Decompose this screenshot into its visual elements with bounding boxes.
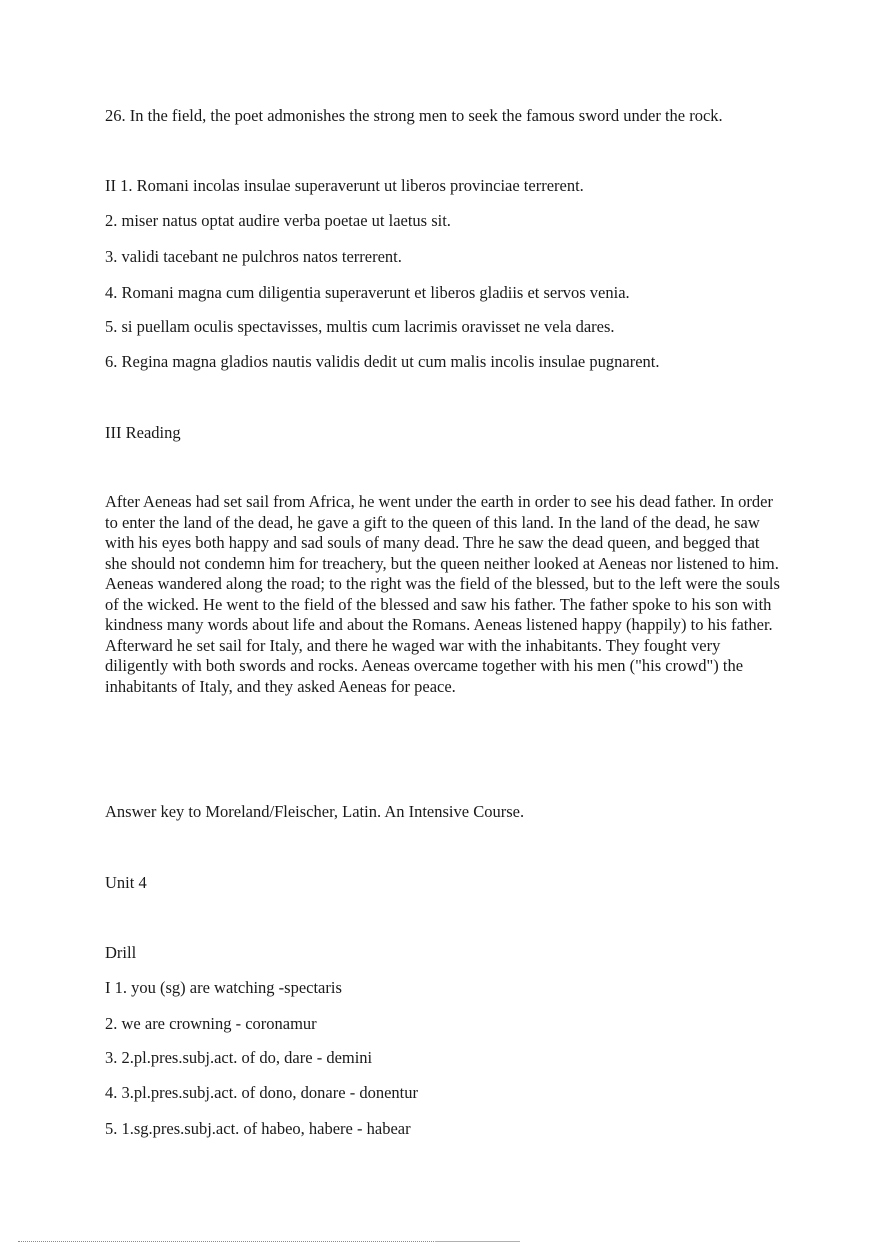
reading-paragraph: After Aeneas had set sail from Africa, he went under the earth in order to see his dead father. In order to enter the land of the dead, he gave a gift to the queen of this land. In the land of the dead, he saw with his eyes both happy and sad souls of many dead. Thre he saw the dead queen, and begged that she should not condemn him for treachery, but the queen neither looked at Aeneas nor listened to him. Aeneas wandered along the road; to the right was the field of the blessed, but to the left were the souls of the wicked. He went to the field of the blessed and saw his father. The father spoke to his son with kindness many words about life and about the Romans. Aeneas listened happy (happily) to his father. Afterward he set sail for Italy, and there he waged war with the inhabitants. They fought very diligently with both swords and rocks. Aeneas overcame together with his men ("his crowd") the inhabitants of Italy, and they asked Aeneas for peace. [105, 492, 780, 696]
reading-heading: III Reading [105, 423, 181, 442]
exercise-ii-item-4: 4. Romani magna cum diligentia superaverunt et liberos gladiis et servos venia. [105, 283, 630, 302]
drill-heading: Drill [105, 943, 137, 962]
exercise-ii-item-6: 6. Regina magna gladios nautis validis dedit ut cum malis incolis insulae pugnarent. [105, 352, 660, 371]
answer-key-title: Answer key to Moreland/Fleischer, Latin. An Intensive Course. [105, 802, 525, 821]
exercise-ii-item-3: 3. validi tacebant ne pulchros natos terrerent. [105, 247, 402, 266]
drill-item-1: I 1. you (sg) are watching -spectaris [105, 978, 342, 997]
exercise-ii-item-1: II 1. Romani incolas insulae superaverunt ut liberos provinciae terrerent. [105, 176, 584, 195]
sentence-26: 26. In the field, the poet admonishes the strong men to seek the famous sword under the rock. [105, 106, 723, 125]
exercise-ii-item-5: 5. si puellam oculis spectavisses, multis cum lacrimis oravisset ne vela dares. [105, 317, 615, 336]
exercise-ii-item-2: 2. miser natus optat audire verba poetae ut laetus sit. [105, 211, 451, 230]
footer-divider-mark [435, 1241, 520, 1242]
drill-item-2: 2. we are crowning - coronamur [105, 1014, 317, 1033]
drill-item-3: 3. 2.pl.pres.subj.act. of do, dare - demini [105, 1048, 373, 1067]
drill-item-5: 5. 1.sg.pres.subj.act. of habeo, habere - habear [105, 1119, 411, 1138]
unit-heading: Unit 4 [105, 873, 147, 892]
drill-item-4: 4. 3.pl.pres.subj.act. of dono, donare - donentur [105, 1083, 418, 1102]
